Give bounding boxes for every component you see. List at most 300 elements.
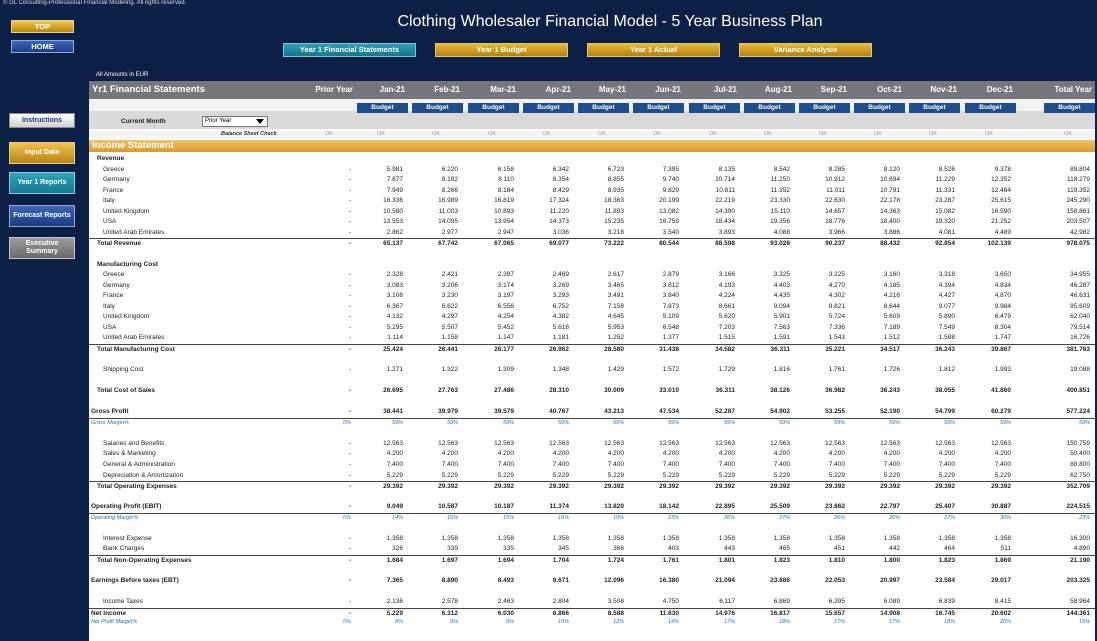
row-label: France [103,292,124,300]
table-cell: 6.030 [497,609,514,617]
table-row [89,333,1095,343]
table-cell: 29.392 [549,483,569,491]
budget-badge: Budget [1044,103,1095,113]
table-cell: 59% [943,419,955,426]
table-cell: 4.200 [883,450,900,458]
table-row [89,249,1095,259]
table-row [89,460,1095,470]
table-cell: - [348,345,351,353]
table-cell: 3.465 [607,281,624,289]
table-cell: 4.200 [497,450,514,458]
table-cell: 5.901 [773,313,790,321]
table-cell: 2.947 [497,228,514,236]
table-cell: 7.400 [441,460,458,468]
table-cell: 4.200 [386,450,403,458]
row-label: Sales & Marketing [103,450,156,458]
table-row [89,175,1095,185]
table-cell: 39.579 [494,408,514,416]
check-status: OK [543,131,551,137]
check-status: OK [488,131,496,137]
table-cell: 4.216 [883,292,900,300]
table-cell: 5.229 [883,471,900,479]
table-cell: 4.297 [441,313,458,321]
table-cell: 35.221 [825,345,845,353]
table-cell: 3.036 [552,228,569,236]
row-label: Italy [103,302,115,310]
table-cell: 12.563 [659,439,679,447]
table-cell: 25.407 [935,503,955,511]
table-row [89,207,1095,217]
table-cell: 43.213 [604,408,624,416]
table-cell: 16.817 [770,609,790,617]
table-cell: 5.609 [883,313,900,321]
column-header: Nov-21 [930,85,957,94]
table-cell: 4.224 [718,292,735,300]
table-cell: 4.394 [938,281,955,289]
table-cell: 1.358 [773,534,790,542]
table-cell: 10.893 [494,207,514,215]
table-cell: 10% [557,619,569,626]
tab-year1-budget[interactable]: Year 1 Budget [435,43,568,57]
table-cell: 7.873 [662,302,679,310]
table-cell: 88.598 [715,240,735,248]
table-cell: 1.181 [552,334,569,342]
amounts-note: All Amounts in EUR [96,72,149,78]
table-cell: 12.563 [880,439,900,447]
budget-badge: Budget [523,103,574,113]
table-cell: 30.887 [991,503,1011,511]
table-cell: 67.065 [494,240,514,248]
table-cell: 14% [391,514,403,521]
budget-badge: Budget [854,103,905,113]
table-cell: 14.390 [715,207,735,215]
table-cell: 13.954 [494,218,514,226]
table-cell: 8.588 [607,609,624,617]
table-cell: 4.193 [718,281,735,289]
table-cell: 7.400 [497,460,514,468]
table-cell: 1.358 [883,534,900,542]
table-cell: 50.400 [1070,450,1090,458]
table-cell: 8.415 [994,598,1011,606]
table-cell: 442 [889,545,900,553]
table-cell: 4.270 [828,281,845,289]
table-cell: 150.759 [1066,439,1090,447]
executive-summary-button[interactable]: Executive Summary [9,237,75,259]
table-cell: 5.981 [386,165,403,173]
top-button[interactable]: TOP [11,20,74,33]
table-cell: - [348,387,351,395]
table-cell: 16.989 [438,197,458,205]
table-row [89,534,1095,544]
table-cell: 58.964 [1070,598,1090,606]
chevron-down-icon [256,119,264,124]
table-cell: 23.686 [770,577,790,584]
table-cell: 4.200 [994,450,1011,458]
table-cell: 27% [778,514,790,521]
table-cell: 464 [944,545,955,553]
budget-badge: Budget [357,103,408,113]
table-row [89,302,1095,312]
table-row [89,397,1095,407]
sheet-title: Yr1 Financial Statements [92,84,205,95]
table-cell: 4.870 [994,292,1011,300]
table-row [89,523,1095,533]
table-cell: 3.508 [607,598,624,606]
table-cell: 12.563 [494,439,514,447]
table-cell: 59% [391,419,403,426]
table-cell: 11.003 [438,207,458,215]
table-cell: 62.750 [1070,471,1090,479]
table-cell: 10.587 [438,503,458,511]
table-cell: 3.966 [828,228,845,236]
column-header-row [89,81,1095,99]
home-button[interactable]: HOME [11,40,74,53]
column-header: Prior Year [315,85,353,94]
table-cell: 10.791 [880,186,900,194]
column-header: May-21 [598,85,626,94]
table-cell: 8.354 [552,176,569,184]
table-cell: 16% [557,514,569,521]
table-cell: 4.200 [718,450,735,458]
table-cell: 12.563 [991,439,1011,447]
table-cell: 29.392 [991,483,1011,491]
table-cell: 21.094 [715,577,735,584]
table-cell: 3.218 [607,228,624,236]
check-status: OK [598,131,606,137]
table-cell: 3.540 [662,228,679,236]
row-label: United Arab Emirates [103,228,165,236]
check-status: OK [929,131,937,137]
table-row [89,492,1095,502]
balance-check-label: Balance Sheet Check [221,131,277,137]
table-cell: 11.220 [549,207,569,215]
table-cell: - [348,609,351,617]
table-cell: 60.279 [991,408,1011,416]
table-cell: - [348,228,351,236]
budget-badge: Budget [965,103,1016,113]
table-cell: 22.895 [715,503,735,511]
table-cell: 4.435 [773,292,790,300]
table-cell: 3.840 [662,292,679,300]
table-cell: - [348,323,351,331]
table-cell: 7.400 [662,460,679,468]
table-cell: 1.252 [607,334,624,342]
table-cell: 14.657 [825,207,845,215]
table-cell: 16.726 [1070,334,1090,342]
table-cell: 8.110 [498,176,514,184]
table-cell: 93.028 [770,240,790,248]
table-cell: 8.821 [828,302,845,310]
table-cell: 1.512 [883,334,900,342]
table-row [89,323,1095,333]
table-cell: 3.166 [718,271,735,279]
table-cell: 1.684 [386,556,403,564]
table-cell: 1.358 [994,534,1011,542]
column-header: Jan-21 [379,85,405,94]
table-cell: 5.229 [552,471,569,479]
table-cell: 1.358 [828,534,845,542]
table-cell: 23% [667,514,679,521]
table-cell: 29.392 [770,483,790,491]
row-label: Gross Profit [91,408,129,416]
table-cell: 22.053 [825,577,845,584]
table-cell: - [348,471,351,479]
table-cell: 34.582 [715,345,735,353]
table-cell: 4.200 [552,450,569,458]
table-row [89,217,1095,227]
table-cell: 245.290 [1066,197,1090,205]
table-cell: 203.507 [1066,218,1090,226]
table-row [89,291,1095,301]
row-label: Manufacturing Cost [97,260,159,268]
table-cell: 41.860 [991,387,1011,395]
table-cell: 8.644 [883,302,900,310]
table-cell: 26.177 [494,345,514,353]
table-cell: 54.902 [770,408,790,416]
current-month-dropdown[interactable] [202,116,268,127]
table-cell: 3.083 [386,281,403,289]
table-cell: 18.400 [880,218,900,226]
table-cell: 1.348 [552,366,569,373]
table-cell: 4.132 [386,313,403,321]
table-cell: 65.137 [383,240,403,248]
row-label: Greece [103,271,125,279]
table-cell: 9% [506,619,514,626]
table-cell: 7.949 [386,186,403,194]
table-cell: 15.235 [604,218,624,226]
table-cell: 5.229 [938,471,955,479]
check-status: OK [819,131,827,137]
row-label: Net Profit Margin% [91,619,138,626]
table-cell: 1.114 [387,334,403,342]
table-cell: 6.548 [662,323,679,331]
row-label: France [103,186,124,194]
table-cell: 3.318 [938,271,955,279]
table-cell: 1.729 [718,366,735,373]
table-cell: 6.752 [552,302,569,310]
table-cell: 27.763 [438,387,458,395]
row-label: Total Revenue [97,240,141,248]
table-cell: 3.269 [552,281,569,289]
table-cell: 2.977 [441,228,458,236]
table-cell: 59% [723,419,735,426]
table-cell: 16.300 [1070,534,1090,542]
table-cell: 16.819 [494,197,514,205]
table-cell: 21.190 [1070,556,1090,564]
table-cell: 14.373 [549,218,569,226]
table-cell: 6.723 [607,165,624,173]
table-cell: 2.397 [497,271,514,279]
table-cell: 3.106 [386,292,403,300]
table-cell: 9.829 [662,186,679,194]
table-cell: 1.572 [662,366,679,373]
table-cell: 1.358 [552,534,569,542]
table-cell: 36.982 [825,387,845,395]
table-cell: 21.252 [991,218,1011,226]
table-cell: 18.363 [604,197,624,205]
table-cell: 3.893 [718,228,735,236]
table-cell: 13.820 [604,503,624,511]
table-cell: 4.088 [773,228,790,236]
table-cell: 10.187 [494,503,514,511]
table-cell: 4.890 [1073,545,1090,553]
table-cell: 18.434 [715,218,735,226]
table-cell: 119.352 [1066,186,1090,194]
row-label: United Arab Emirates [103,334,165,342]
table-cell: 90.237 [825,240,845,248]
tab-variance-analysis[interactable]: Variance Analysis [739,43,872,57]
table-cell: 62.040 [1070,313,1090,321]
table-cell: 5.620 [718,313,735,321]
table-cell: 38.441 [383,408,403,416]
table-cell: 8.304 [994,323,1011,331]
table-cell: 16% [446,514,458,521]
table-cell: 4.489 [994,228,1011,236]
table-row [89,555,1095,565]
table-cell: 1.358 [607,534,624,542]
row-label: United Kingdom [103,207,150,215]
table-cell: 10.714 [715,176,735,184]
instructions-button[interactable]: Instructions [9,113,75,128]
table-cell: 88.800 [1070,460,1090,468]
table-cell: - [348,186,351,194]
row-label: Germany [103,176,130,184]
row-label: Income Taxes [103,598,143,606]
table-cell: 4.382 [552,313,569,321]
table-cell: 59% [999,419,1011,426]
table-cell: 14% [667,619,679,626]
table-cell: 19.320 [935,218,955,226]
table-cell: 20% [999,619,1011,626]
table-cell: 53.255 [825,408,845,416]
column-header: Sep-21 [820,85,847,94]
table-cell: 46.287 [1070,281,1090,289]
forecast-reports-button[interactable]: Forecast Reports [9,205,75,227]
table-row [89,376,1095,386]
table-cell: 224.515 [1066,503,1090,511]
table-cell: 17% [833,619,845,626]
table-cell: 3.206 [441,281,458,289]
table-cell: 19% [612,514,624,521]
table-cell: 7.203 [718,323,735,331]
table-cell: 10.694 [880,176,900,184]
table-cell: 7.365 [386,577,403,584]
table-cell: 978.075 [1066,240,1090,248]
table-cell: 59% [612,419,624,426]
row-label: Salaries and Benefits [103,439,165,447]
table-cell: 1.271 [386,366,403,373]
column-header: Feb-21 [434,85,460,94]
check-status: OK [764,131,772,137]
table-cell: - [348,503,351,511]
table-cell: 7.400 [552,460,569,468]
tab-year1-actual[interactable]: Year 1 Actual [587,43,720,57]
table-cell: 6.556 [497,302,514,310]
table-cell: - [348,334,351,342]
table-cell: 29.392 [604,483,624,491]
table-cell: - [348,240,351,248]
check-status: OK [325,131,333,137]
table-cell: 4.200 [441,450,458,458]
table-cell: 29.392 [494,483,514,491]
table-cell: 203.325 [1066,577,1090,584]
tab-year1-financial-statements[interactable]: Year 1 Financial Statements [283,43,416,57]
table-cell: 7.549 [938,323,955,331]
table-cell: 2.578 [441,598,458,606]
table-cell: 7.400 [938,460,955,468]
table-cell: 12.563 [825,439,845,447]
table-cell: 18% [943,619,955,626]
table-cell: 20.602 [991,609,1011,617]
table-cell: 25.424 [383,345,403,353]
table-cell: 1.761 [662,556,679,564]
row-label: Germany [103,281,130,289]
table-row [89,238,1095,248]
table-cell: 16.745 [935,609,955,617]
table-cell: 7.563 [773,323,790,331]
table-cell: 5.724 [828,313,845,321]
table-cell: 9% [450,619,458,626]
table-cell: 3.174 [497,281,514,289]
table-cell: 31.438 [659,345,679,353]
table-cell: 5.953 [607,323,624,331]
table-cell: 34.517 [880,345,900,353]
table-cell: 7.400 [718,460,735,468]
table-cell: 1.747 [994,334,1011,342]
table-cell: - [348,598,351,606]
table-cell: 12.563 [383,439,403,447]
table-cell: 118.279 [1066,176,1090,184]
table-cell: 79.514 [1070,323,1090,331]
budget-badge: Budget [744,103,795,113]
table-cell: 8.661 [718,302,735,310]
table-cell: 12.563 [935,439,955,447]
table-cell: 23.862 [825,503,845,511]
table-cell: 7.400 [386,460,403,468]
table-cell: 8.890 [441,577,458,584]
table-cell: 1.377 [662,334,679,342]
table-cell: - [348,577,351,584]
table-cell: 12.464 [991,186,1011,194]
table-cell: 11.630 [659,609,679,617]
table-cell: 88.432 [880,240,900,248]
input-data-button[interactable]: Input Data [9,142,75,164]
table-cell: 1.724 [607,556,624,564]
table-cell: 6.622 [441,302,458,310]
table-cell: 158.861 [1066,207,1090,215]
table-cell: 3.293 [552,292,569,300]
table-cell: 1.801 [718,556,735,564]
budget-badge: Budget [689,103,740,113]
table-cell: - [348,271,351,279]
table-cell: 39.867 [991,345,1011,353]
table-cell: 403 [668,545,679,553]
table-cell: 1.322 [441,366,458,373]
current-month-label: Current Month [121,118,166,125]
year1-reports-button[interactable]: Year 1 Reports [9,172,75,194]
table-cell: 6.158 [497,165,514,173]
row-label: Earnings Before taxes (EBT) [91,577,179,584]
table-cell: 144.361 [1066,609,1090,617]
table-cell: 30.009 [604,387,624,395]
budget-badge: Budget [468,103,519,113]
table-cell: 12.563 [438,439,458,447]
table-cell: 13.082 [659,207,679,215]
table-cell: 102.139 [987,240,1011,248]
table-cell: - [348,556,351,564]
table-cell: 4.200 [938,450,955,458]
table-cell: 1.358 [662,534,679,542]
